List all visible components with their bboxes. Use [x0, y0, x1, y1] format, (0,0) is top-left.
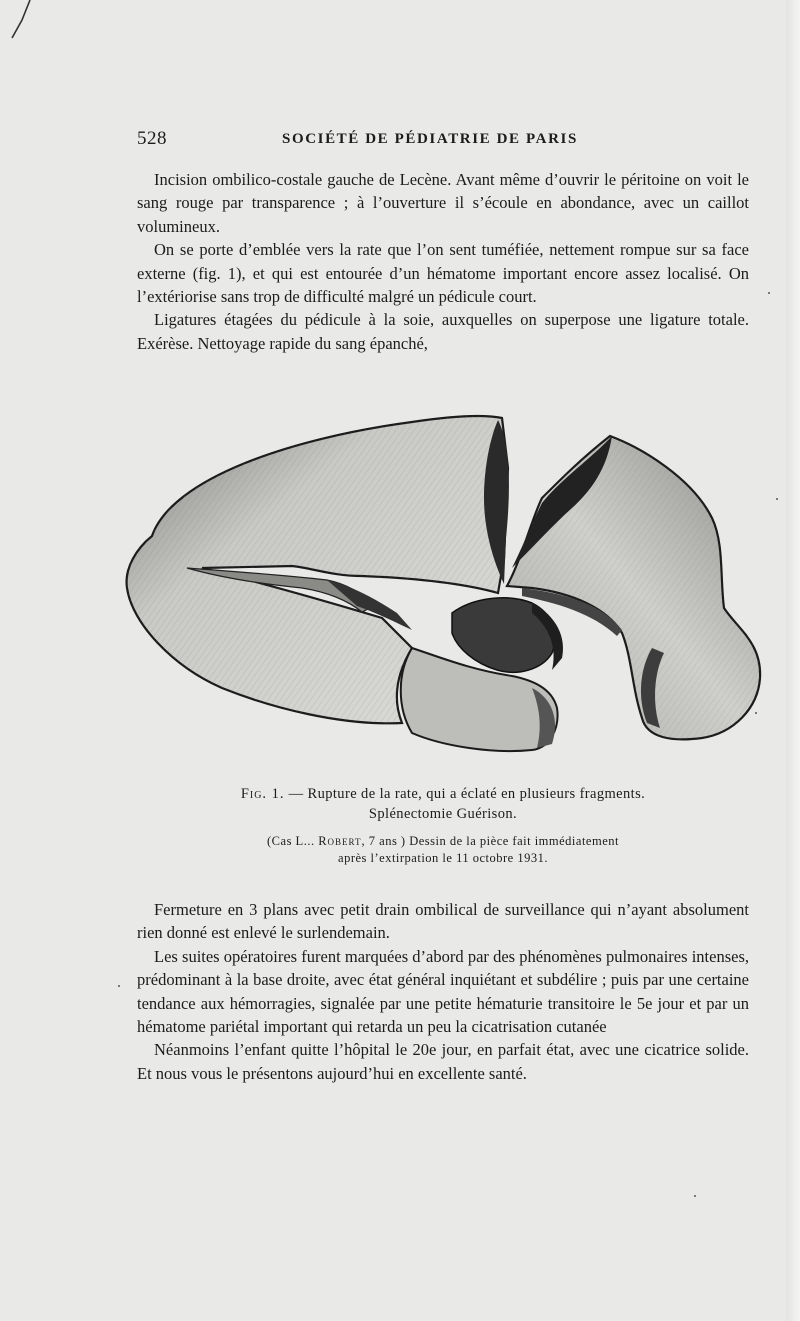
- caption-line-2: Splénectomie Guérison.: [368, 806, 518, 822]
- note-rest: , 7 ans ) Dessin de la pièce fait immédiatement: [361, 834, 619, 848]
- paragraph: Fermeture en 3 plans avec petit drain ombilical de surveillance qui n’ayant absolument rien donné est enlevé le surlendemain.: [137, 900, 749, 943]
- figure-caption: [137, 784, 749, 867]
- page-header: [137, 128, 747, 154]
- paper-speck: [118, 985, 120, 987]
- paper-speck: [755, 712, 757, 714]
- page-number: 528: [137, 128, 167, 149]
- caption-line-1: — Rupture de la rate, qui a éclaté en plusieurs fragments.: [284, 786, 646, 802]
- paper-speck: [694, 1195, 696, 1197]
- paragraph: Incision ombilico-costale gauche de Lecène. Avant même d’ouvrir le péritoine on voit le sang rouge par transparence ; à l’ouverture il s’écoule en abondance, avec un caillot volumineux.: [137, 170, 749, 236]
- paragraph: Néanmoins l’enfant quitte l’hôpital le 20e jour, en parfait état, avec une cicatrice solide. Et nous vous le présentons aujourd’hui en excellente santé.: [137, 1040, 749, 1083]
- corner-pencil-mark: [4, 0, 34, 42]
- paragraph: On se porte d’emblée vers la rate que l’on sent tuméfiée, nettement rompue sur sa face externe (fig. 1), et qui est entourée d’un hématome important encore assez localisé. On l’extériorise sans trop de difficulté malgré un pédicule court.: [137, 240, 749, 307]
- note-name: Robert: [318, 834, 362, 848]
- running-title: SOCIÉTÉ DE PÉDIATRIE DE PARIS: [282, 131, 578, 147]
- figure-label: Fig. 1.: [240, 786, 285, 802]
- bottom-text-block: [137, 898, 749, 1085]
- paragraph: Les suites opératoires furent marquées d’abord par des phénomènes pulmonaires intenses, prédominant à la base droite, avec état général inquiétant et subdélire ; puis par une certaine tendance aux hémorragies, signalée par une petite hématurie transitoire le 5e jour et par un hématome pariétal important qui retarda un peu la cicatrisation cutanée: [137, 946, 749, 1037]
- top-text-block: [137, 168, 749, 355]
- note-line-2: après l’extirpation le 11 octobre 1931.: [338, 851, 548, 865]
- spleen-rupture-illustration: [112, 408, 767, 760]
- paragraph: Ligatures étagées du pédicule à la soie, auxquelles on superpose une ligature totale. Exérèse. Nettoyage rapide du sang épanché,: [137, 310, 749, 353]
- paper-speck: [776, 498, 778, 500]
- page-edge: [786, 0, 800, 1321]
- paper-speck: [768, 292, 770, 294]
- caption-main: [137, 784, 749, 824]
- caption-note: [137, 833, 749, 867]
- note-prefix: (Cas L...: [267, 834, 319, 848]
